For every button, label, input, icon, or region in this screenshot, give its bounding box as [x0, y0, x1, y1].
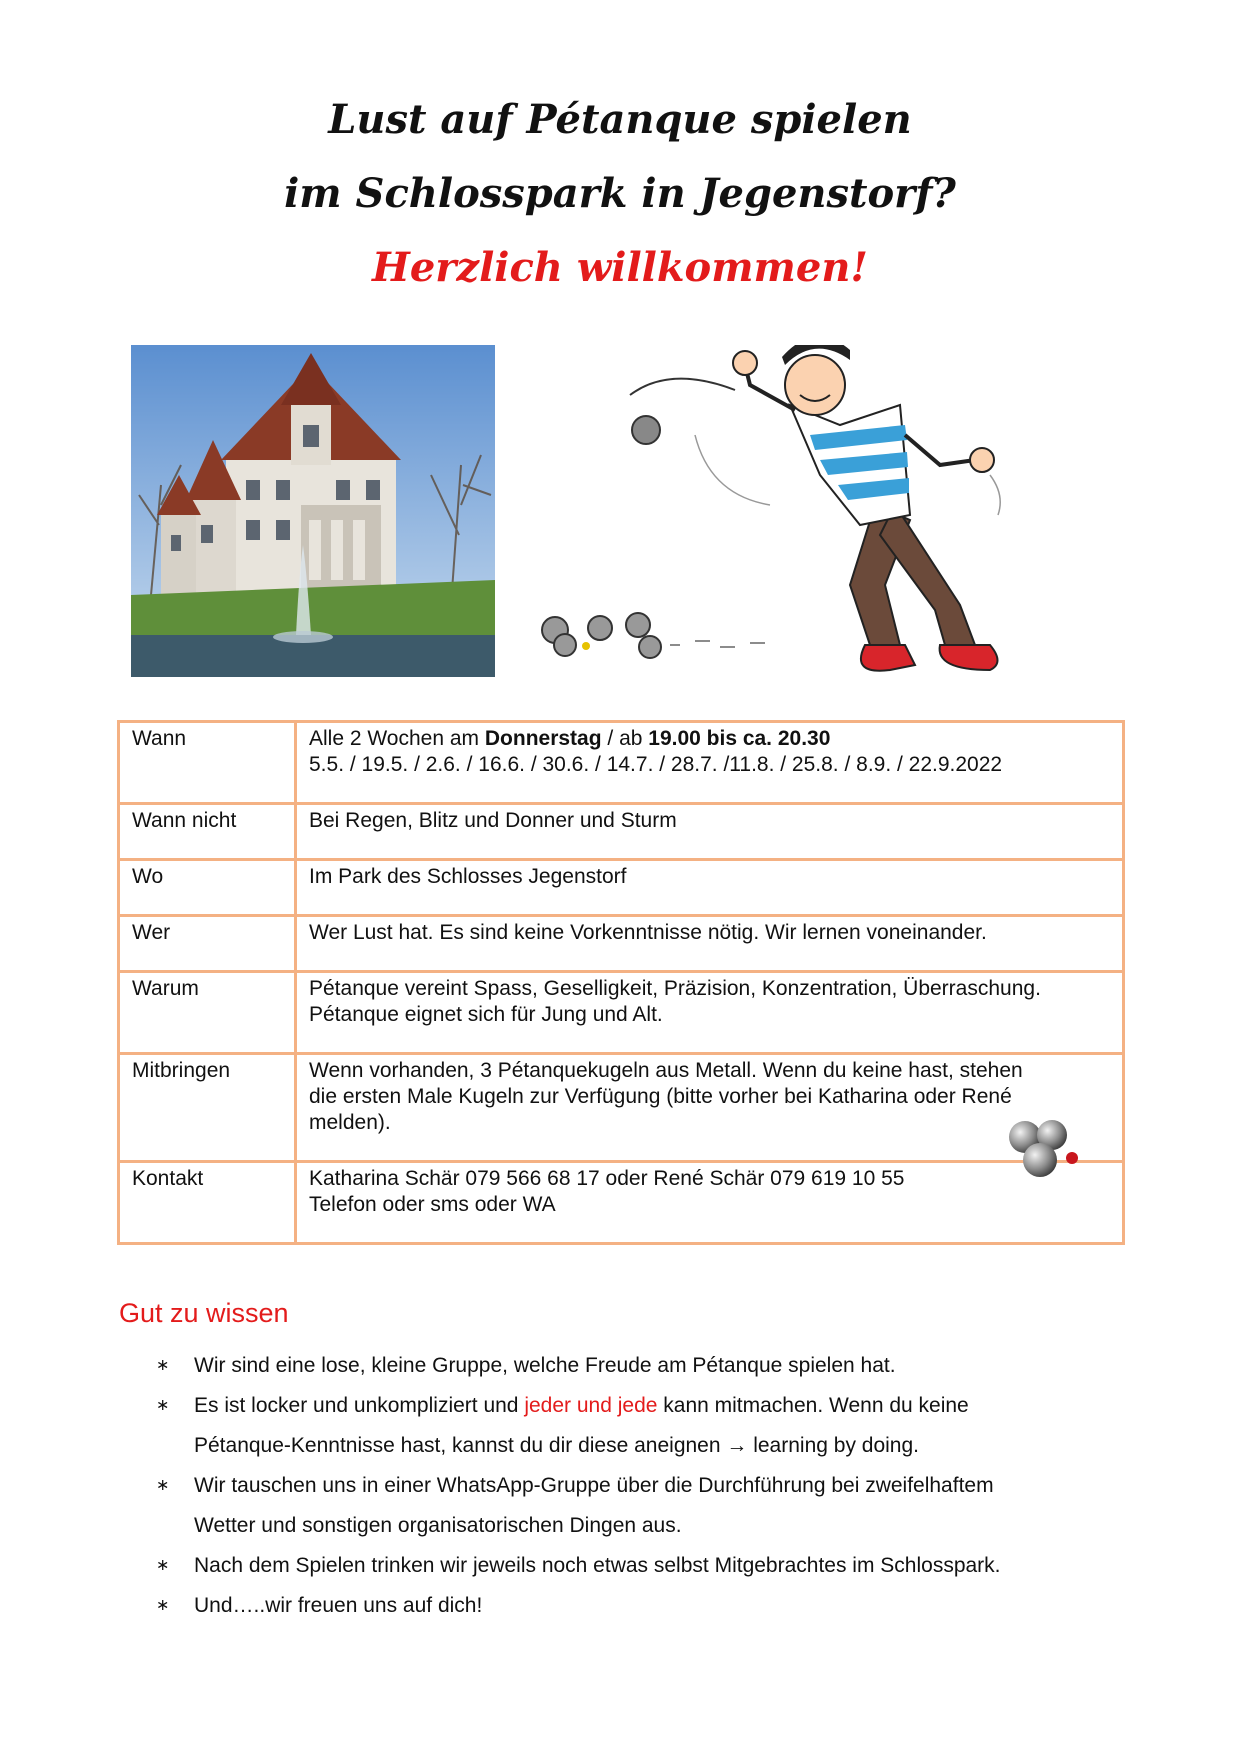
text-part: / ab — [601, 727, 649, 750]
table-row — [119, 916, 1124, 972]
row-value — [296, 972, 1124, 1054]
table-row — [119, 722, 1124, 804]
welcome-heading: Herzlich willkommen! — [372, 244, 868, 291]
castle-photo — [131, 345, 495, 677]
item-text: Pétanque-Kenntnisse hast, kannst du dir diese aneignen → learning by doing. — [194, 1434, 919, 1457]
time-range: 19.00 bis ca. 20.30 — [648, 727, 831, 750]
row-label: Mitbringen — [119, 1054, 296, 1162]
row-label: Warum — [119, 972, 296, 1054]
table-row — [119, 1162, 1124, 1244]
info-list — [150, 1346, 1110, 1626]
table-row — [119, 972, 1124, 1054]
row-label: Kontakt — [119, 1162, 296, 1244]
table-row — [119, 860, 1124, 916]
row-label: Wer — [119, 916, 296, 972]
row-label: Wo — [119, 860, 296, 916]
list-item — [150, 1586, 1110, 1626]
asterisk-bullet-icon: ∗ — [156, 1597, 170, 1614]
value-line: die ersten Male Kugeln zur Verfügung (bitte vorher bei Katharina oder René — [309, 1085, 1012, 1108]
list-item — [150, 1386, 1110, 1466]
title-line-2: im Schlosspark in Jegenstorf? — [284, 170, 956, 217]
value-line: Telefon oder sms oder WA — [309, 1193, 556, 1216]
table-row — [119, 804, 1124, 860]
item-text: kann mitmachen. Wenn du keine — [657, 1394, 969, 1417]
item-text: Wir tauschen uns in einer WhatsApp-Gruppe über die Durchführung bei zweifelhaftem — [194, 1474, 994, 1497]
value-line: Pétanque vereint Spass, Geselligkeit, Präzision, Konzentration, Überraschung. — [309, 977, 1041, 1000]
row-value: Wer Lust hat. Es sind keine Vorkenntnisse nötig. Wir lernen voneinander. — [296, 916, 1124, 972]
asterisk-bullet-icon: ∗ — [156, 1397, 170, 1414]
value-line: melden). — [309, 1111, 391, 1134]
row-value — [296, 722, 1124, 804]
item-text: Wetter und sonstigen organisatorischen Dingen aus. — [194, 1514, 682, 1537]
info-table — [117, 720, 1125, 1245]
row-label: Wann — [119, 722, 296, 804]
value-line: Pétanque eignet sich für Jung und Alt. — [309, 1003, 663, 1026]
boules-player-cartoon — [520, 345, 1065, 685]
row-value: Bei Regen, Blitz und Donner und Sturm — [296, 804, 1124, 860]
item-text: Nach dem Spielen trinken wir jeweils noch etwas selbst Mitgebrachtes im Schlosspark. — [194, 1554, 1001, 1577]
item-text: Wir sind eine lose, kleine Gruppe, welche Freude am Pétanque spielen hat. — [194, 1354, 896, 1377]
value-line: Katharina Schär 079 566 68 17 oder René Schär 079 619 10 55 — [309, 1167, 905, 1190]
list-item — [150, 1466, 1110, 1546]
title-line-1: Lust auf Pétanque spielen — [328, 96, 912, 143]
dates-line: 5.5. / 19.5. / 2.6. / 16.6. / 30.6. / 14.7. / 28.7. /11.8. / 25.8. / 8.9. / 22.9.2022 — [309, 753, 1003, 776]
boules-balls-icon — [997, 1115, 1097, 1183]
highlight-text: jeder und jede — [524, 1394, 658, 1417]
weekday: Donnerstag — [484, 727, 602, 750]
list-item — [150, 1546, 1110, 1586]
asterisk-bullet-icon: ∗ — [156, 1357, 170, 1374]
value-line: Wenn vorhanden, 3 Pétanquekugeln aus Metall. Wenn du keine hast, stehen — [309, 1059, 1023, 1082]
asterisk-bullet-icon: ∗ — [156, 1557, 170, 1574]
asterisk-bullet-icon: ∗ — [156, 1477, 170, 1494]
section-title: Gut zu wissen — [119, 1298, 289, 1328]
table-row — [119, 1054, 1124, 1162]
when-line-1 — [309, 726, 1108, 752]
item-text: Es ist locker und unkompliziert und — [194, 1394, 525, 1417]
row-label: Wann nicht — [119, 804, 296, 860]
text-part: Alle 2 Wochen am — [309, 727, 485, 750]
item-text: Und…..wir freuen uns auf dich! — [194, 1594, 483, 1617]
row-value: Im Park des Schlosses Jegenstorf — [296, 860, 1124, 916]
list-item — [150, 1346, 1110, 1386]
